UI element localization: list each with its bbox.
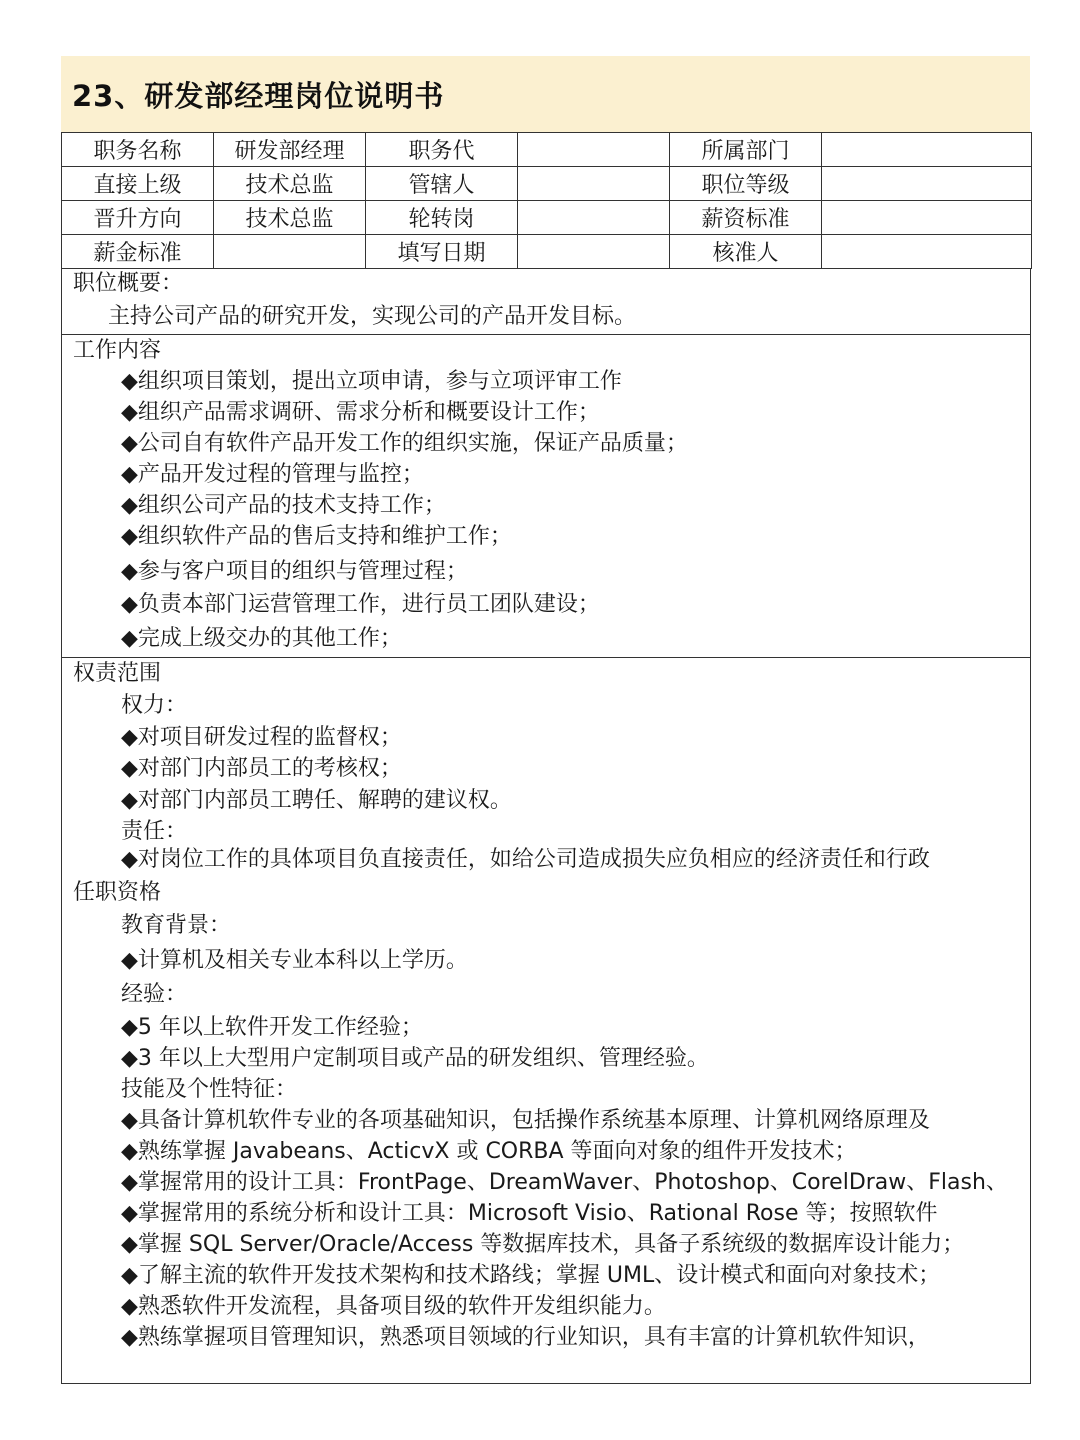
list-item: ◆对项目研发过程的监督权； — [121, 725, 402, 750]
skill-label: 技能及个性特征： — [121, 1077, 298, 1102]
power-label: 权力： — [121, 693, 188, 718]
list-item: ◆参与客户项目的组织与管理过程； — [121, 559, 468, 584]
table-cell-value — [822, 167, 1032, 201]
overview-heading: 职位概要： — [73, 271, 184, 296]
education-label: 教育背景： — [121, 913, 232, 938]
list-item: ◆产品开发过程的管理与监控； — [121, 462, 424, 487]
duty-label: 责任： — [121, 819, 188, 844]
list-item: ◆对部门内部员工聘任、解聘的建议权。 — [121, 788, 512, 813]
list-item: ◆组织软件产品的售后支持和维护工作； — [121, 524, 512, 549]
list-item: ◆掌握 SQL Server/Oracle/Access 等数据库技术，具备子系统级的数据库设计能力； — [121, 1232, 965, 1257]
list-item: ◆对岗位工作的具体项目负直接责任，如给公司造成损失应负相应的经济责任和行政 — [121, 847, 930, 872]
list-item: ◆公司自有软件产品开发工作的组织实施，保证产品质量； — [121, 431, 688, 456]
table-cell-value: 技术总监 — [214, 201, 366, 235]
table-cell-label: 所属部门 — [670, 133, 822, 167]
list-item: ◆具备计算机软件专业的各项基础知识，包括操作系统基本原理、计算机网络原理及 — [121, 1108, 930, 1133]
list-item: ◆熟练掌握 Javabeans、ActicvX 或 CORBA 等面向对象的组件开发技术； — [121, 1139, 857, 1164]
table-row — [62, 201, 1032, 235]
list-item: ◆对部门内部员工的考核权； — [121, 756, 402, 781]
table-row — [62, 167, 1032, 201]
table-cell-value — [518, 167, 670, 201]
list-item: ◆掌握常用的设计工具：FrontPage、DreamWaver、Photoshop、CorelDraw、Flash、 — [121, 1170, 1008, 1195]
table-cell-value — [822, 235, 1032, 269]
work-heading: 工作内容 — [73, 338, 162, 363]
table-cell-label: 职位等级 — [670, 167, 822, 201]
authority-heading: 权责范围 — [73, 661, 162, 686]
table-cell-value — [214, 235, 366, 269]
table-row — [62, 235, 1032, 269]
list-item: ◆3 年以上大型用户定制项目或产品的研发组织、管理经验。 — [121, 1046, 709, 1071]
table-cell-label: 直接上级 — [62, 167, 214, 201]
list-item: ◆掌握常用的系统分析和设计工具：Microsoft Visio、Rational Rose 等；按照软件 — [121, 1201, 938, 1226]
list-item: ◆计算机及相关专业本科以上学历。 — [121, 948, 468, 973]
table-cell-label: 填写日期 — [366, 235, 518, 269]
table-cell-label: 核准人 — [670, 235, 822, 269]
list-item: ◆组织项目策划，提出立项申请，参与立项评审工作 — [121, 369, 622, 394]
table-cell-label: 轮转岗 — [366, 201, 518, 235]
list-item: ◆熟悉软件开发流程，具备项目级的软件开发组织能力。 — [121, 1294, 666, 1319]
table-cell-value — [518, 235, 670, 269]
table-cell-label: 薪金标准 — [62, 235, 214, 269]
table-cell-value — [822, 201, 1032, 235]
work-section — [61, 335, 1031, 658]
table-cell-label: 晋升方向 — [62, 201, 214, 235]
overview-text: 主持公司产品的研究开发，实现公司的产品开发目标。 — [108, 304, 637, 329]
table-cell-value: 研发部经理 — [214, 133, 366, 167]
authority-qualification-section — [61, 658, 1031, 1384]
page-title: 23、研发部经理岗位说明书 — [61, 56, 1030, 132]
table-cell-value: 技术总监 — [214, 167, 366, 201]
qualification-heading: 任职资格 — [73, 880, 162, 905]
table-cell-value — [518, 133, 670, 167]
list-item: ◆组织公司产品的技术支持工作； — [121, 493, 446, 518]
table-cell-label: 职务代 — [366, 133, 518, 167]
list-item: ◆5 年以上软件开发工作经验； — [121, 1015, 423, 1040]
table-cell-label: 职务名称 — [62, 133, 214, 167]
list-item: ◆了解主流的软件开发技术架构和技术路线；掌握 UML、设计模式和面向对象技术； — [121, 1263, 941, 1288]
list-item: ◆组织产品需求调研、需求分析和概要设计工作； — [121, 400, 600, 425]
table-cell-value — [518, 201, 670, 235]
experience-label: 经验： — [121, 982, 188, 1007]
list-item: ◆熟练掌握项目管理知识，熟悉项目领域的行业知识，具有丰富的计算机软件知识， — [121, 1325, 930, 1350]
list-item: ◆负责本部门运营管理工作，进行员工团队建设； — [121, 592, 600, 617]
list-item: ◆完成上级交办的其他工作； — [121, 626, 402, 651]
table-cell-label: 管辖人 — [366, 167, 518, 201]
table-row — [62, 133, 1032, 167]
overview-section — [61, 268, 1031, 335]
table-cell-value — [822, 133, 1032, 167]
table-cell-label: 薪资标准 — [670, 201, 822, 235]
info-table — [61, 132, 1032, 269]
